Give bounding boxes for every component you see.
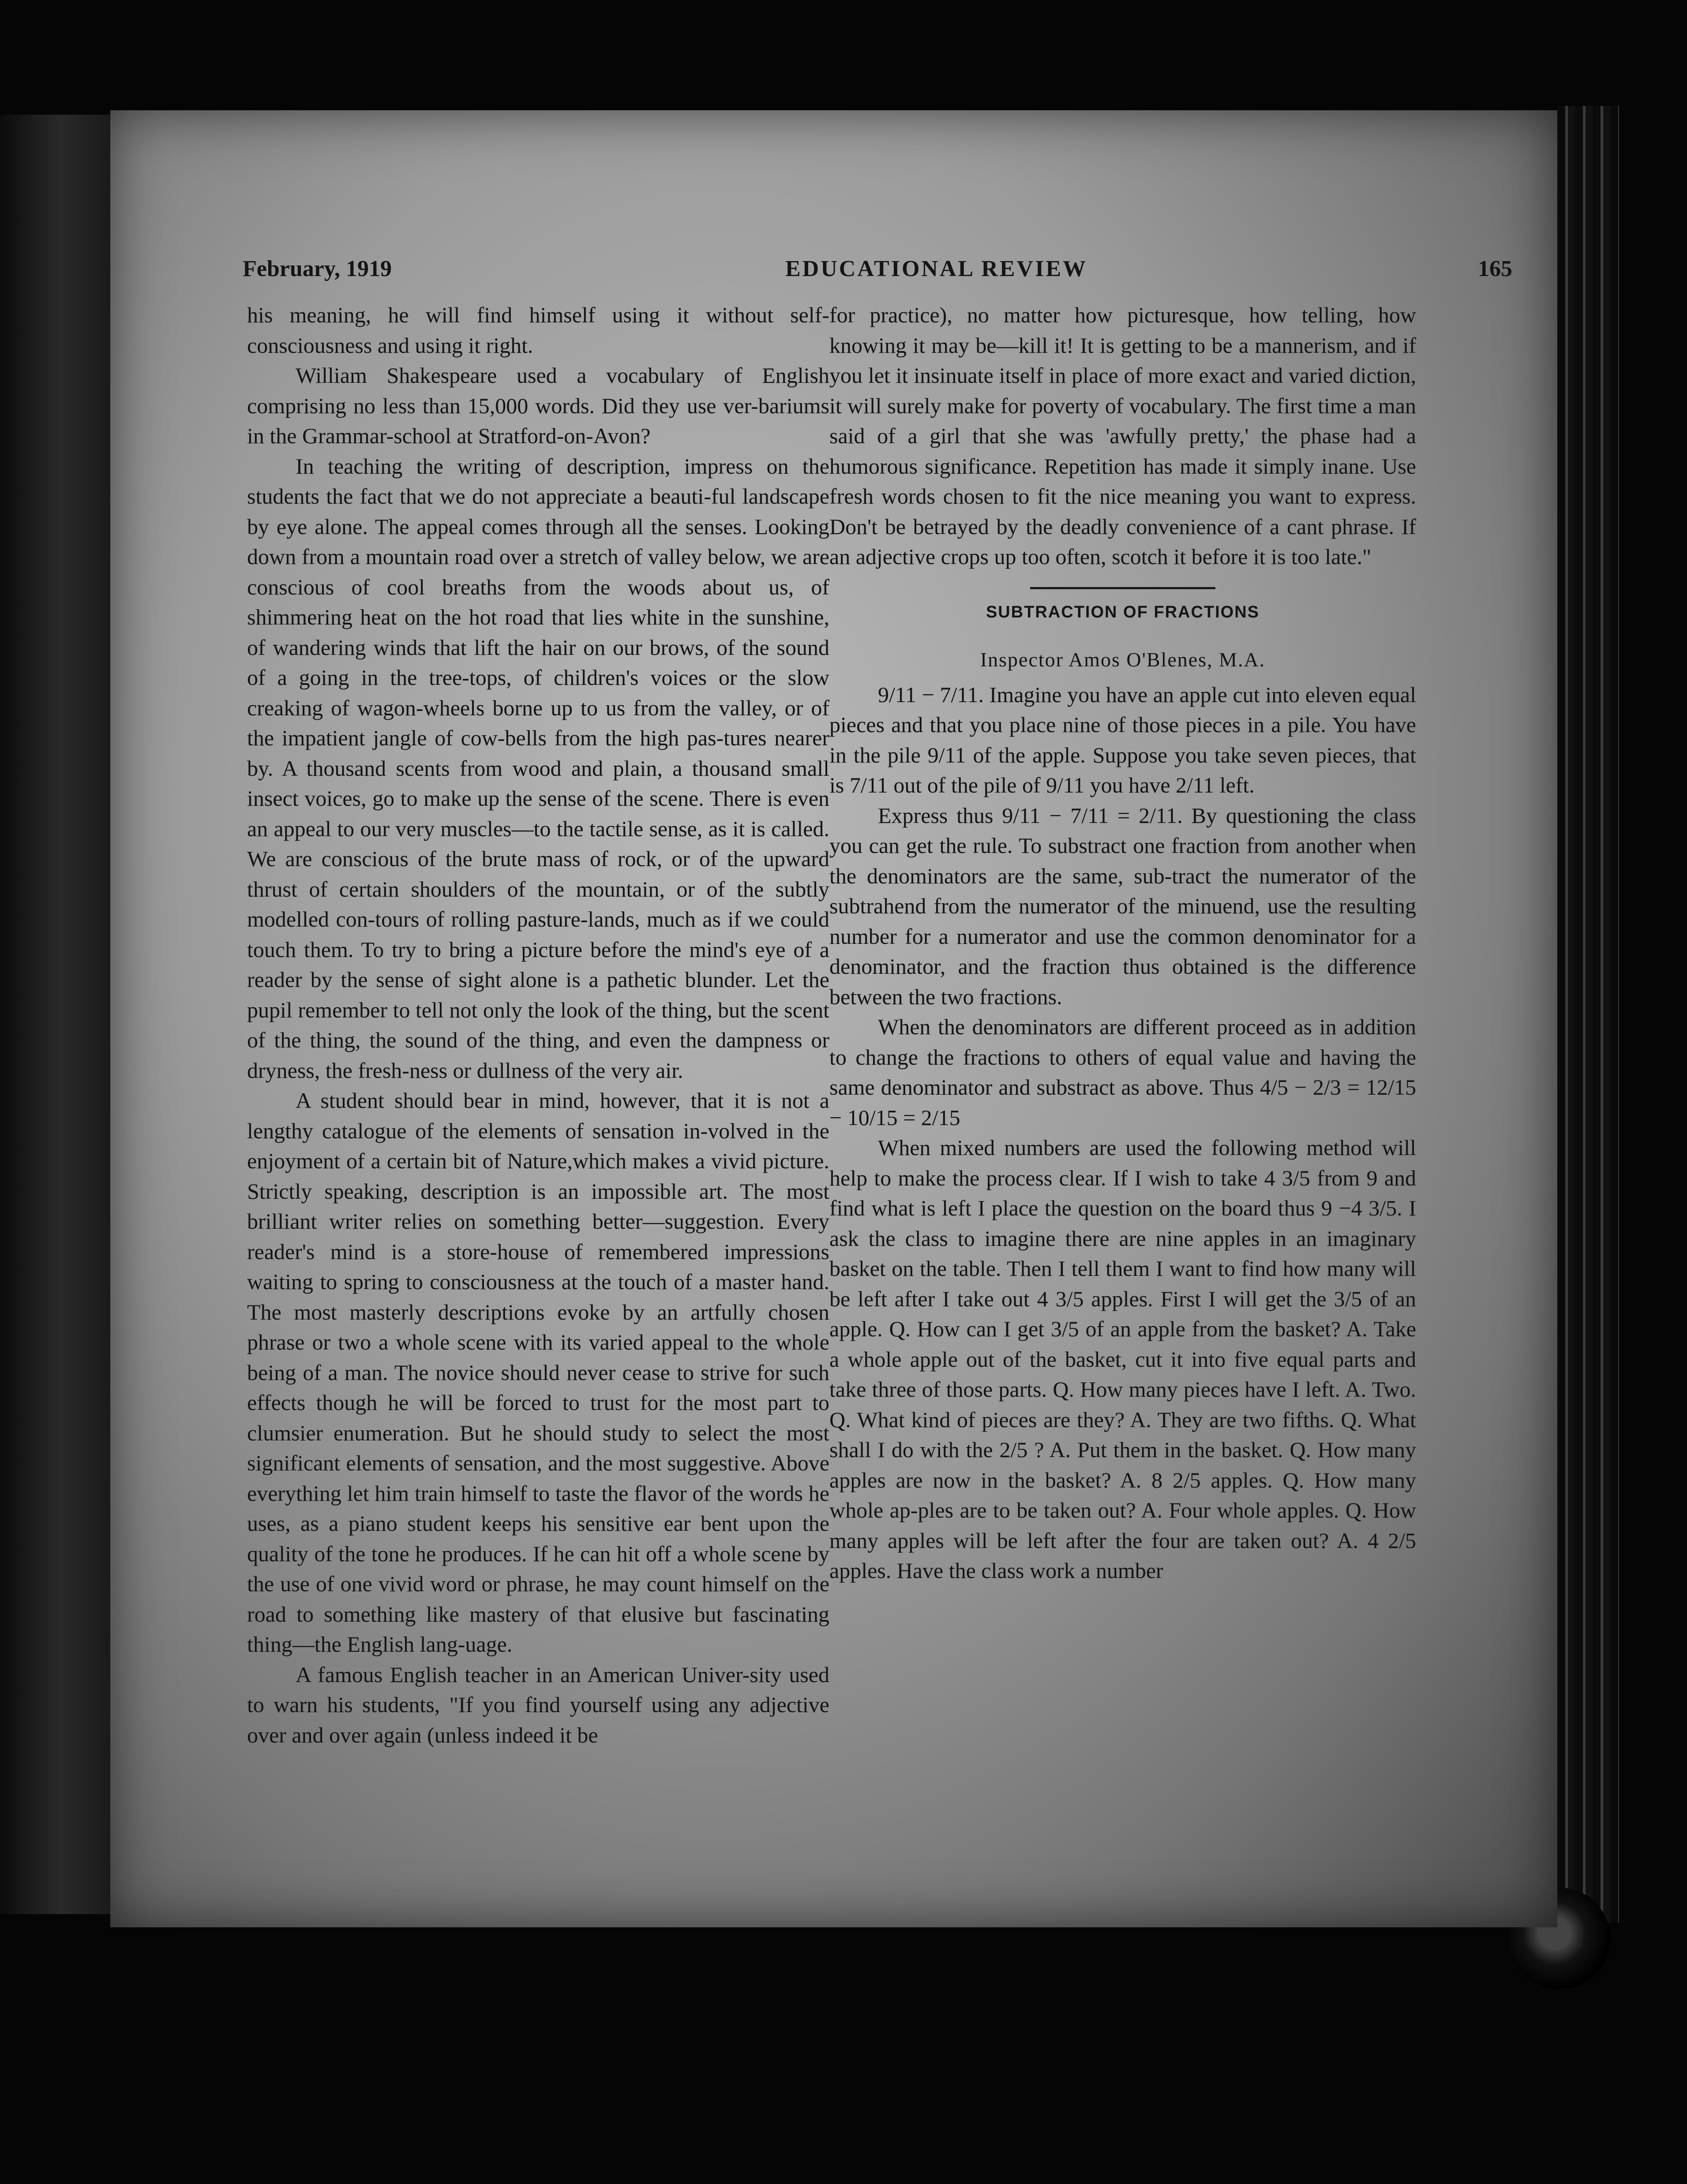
scanned-page [110, 110, 1557, 1927]
paragraph: Express thus 9/11 − 7/11 = 2/11. By questioning the class you can get the rule. To substract one fraction from another when the denominators are the same, sub-tract the numerator of the subtrahend from the numerator of the minuend, use the resulting number for a numerator and use the common denominator for a denominator, and the fraction thus obtained is the difference between the two fractions. [829, 803, 1416, 1009]
paragraph: A famous English teacher in an American Univer-sity used to warn his students, "If you find yourself using any adjective over and over again (unless indeed it be [247, 1662, 829, 1747]
paragraph [829, 680, 1416, 800]
right-column [829, 300, 1416, 1586]
paragraph: When the denominators are different proceed as in addition to change the fractions to others of equal value and having the same denominator and substract as above. Thus 4/5 − 2/3 = 12/15 − 10/15 = 2/15 [829, 1014, 1416, 1130]
paragraph: A student should bear in mind, however, that it is not a lengthy catalogue of the elements of sensation in-volved in the enjoyment of a certain bit of Nature,which makes a vivid picture. Strictly speaking, description is an impossible art. The most brilliant writer relies on something better—suggestion. Every reader's mind is a store-house of remembered impressions waiting to spring to consciousness at the touch of a master hand. The most masterly descriptions evoke by an artfully chosen phrase or two a whole scene with its varied appeal to the whole being of a man. The novice should never cease to strive for such effects though he will be forced to trust for the most part to clumsier enumeration. But he should study to select the most significant elements of sensation, and the most suggestive. Above everything let him train himself to taste the flavor of the words he uses, as a piano student keeps his sensitive ear bent upon the quality of the tone he produces. If he can hit off a whole scene by the use of one vivid word or phrase, he may count himself on the road to something like mastery of that elusive but fascinating thing—the English lang-uage. [247, 1088, 829, 1657]
header-date: February, 1919 [243, 256, 392, 281]
paragraph: In teaching the writing of description, impress on the students the fact that we do not appreciate a beauti-ful landscape by eye alone. The appeal comes through all the senses. Looking down from a mountain road over a stretch of valley below, we are conscious of cool breaths from the woods about us, of shimmering heat on the hot road that lies white in the sunshine, of wandering winds that lift the hair on our brows, of the sound of a going in the tree-tops, of children's voices or the slow creaking of wagon-wheels borne up to us from the valley, or of the impatient jangle of cow-bells from the high pas-tures nearer by. A thousand scents from wood and plain, a thousand small insect voices, go to make up the sense of the scene. There is even an appeal to our very muscles—to the tactile sense, as it is called. We are conscious of the brute mass of rock, or of the upward thrust of certain shoulders of the mountain, or of the subtly modelled con-tours of rolling pasture-lands, much as if we could touch them. To try to bring a picture before the mind's eye of a reader by the sense of sight alone is a pathetic blunder. Let the pupil remember to tell not only the look of the thing, but the scent of the thing, the sound of the thing, and even the dampness or dryness, the fresh-ness or dullness of the very air. [247, 453, 829, 1083]
page-number: 165 [1478, 256, 1512, 281]
left-column [247, 300, 829, 1750]
binding-edge [1557, 106, 1619, 1923]
section-divider [1030, 587, 1215, 589]
byline: Inspector Amos O'Blenes, M.A. [980, 648, 1266, 671]
running-header [243, 256, 1522, 295]
paragraph: When mixed numbers are used the following method will help to make the process clear. If I wish to take 4 3/5 from 9 and find what is left I place the question on the board thus 9 −4 3/5. I ask the class to imagine there are nine apples in an imaginary basket on the table. Then I tell them I want to find how many will be left after I take out 4 3/5 apples. First I will get the 3/5 of an apple. Q. How can I get 3/5 of an apple from the basket? A. Take a whole apple out of the basket, cut it into five equal parts and take three of those parts. Q. How many pieces have I left. A. Two. Q. What kind of pieces are they? A. They are two fifths. Q. What shall I do with the 2/5 ? A. Put them in the basket. Q. How many apples are now in the basket? A. 8 2/5 apples. Q. How many whole ap-ples are to be taken out? A. Four whole apples. Q. How many apples will be left after the four are taken out? A. 4 2/5 apples. Have the class work a number [829, 1135, 1416, 1583]
section-title: SUBTRACTION OF FRACTIONS [986, 602, 1260, 621]
paragraph: for practice), no matter how picturesque, how telling, how knowing it may be—kill it! It is getting to be a mannerism, and if you let it insinuate itself in place of more exact and varied diction, it will surely make for poverty of vocabulary. The first time a man said of a girl that she was 'awfully pretty,' the phase had a humorous significance. Repetition has made it simply inane. Use fresh words chosen to fit the nice meaning you want to express. Don't be betrayed by the deadly convenience of a cant phrase. If an adjective crops up too often, scotch it before it is too late." [829, 303, 1416, 569]
paragraph: his meaning, he will find himself using it without self-consciousness and using it right. [247, 303, 829, 358]
adjacent-page-edge [0, 115, 110, 1914]
paragraph: William Shakespeare used a vocabulary of English comprising no less than 15,000 words. Did they use ver-bariums in the Grammar-school at Stratford-on-Avon? [247, 363, 829, 448]
paragraph-text: Imagine you have an apple cut into eleven equal pieces and that you place nine of those pieces in a pile. You have in the pile 9/11 of the apple. Suppose you take seven pieces, that is 7/11 out of the pile of 9/11 you have 2/11 left. [829, 682, 1416, 797]
fraction-expression: 9/11 − 7/11. [878, 682, 984, 707]
header-title: EDUCATIONAL REVIEW [785, 256, 1088, 281]
